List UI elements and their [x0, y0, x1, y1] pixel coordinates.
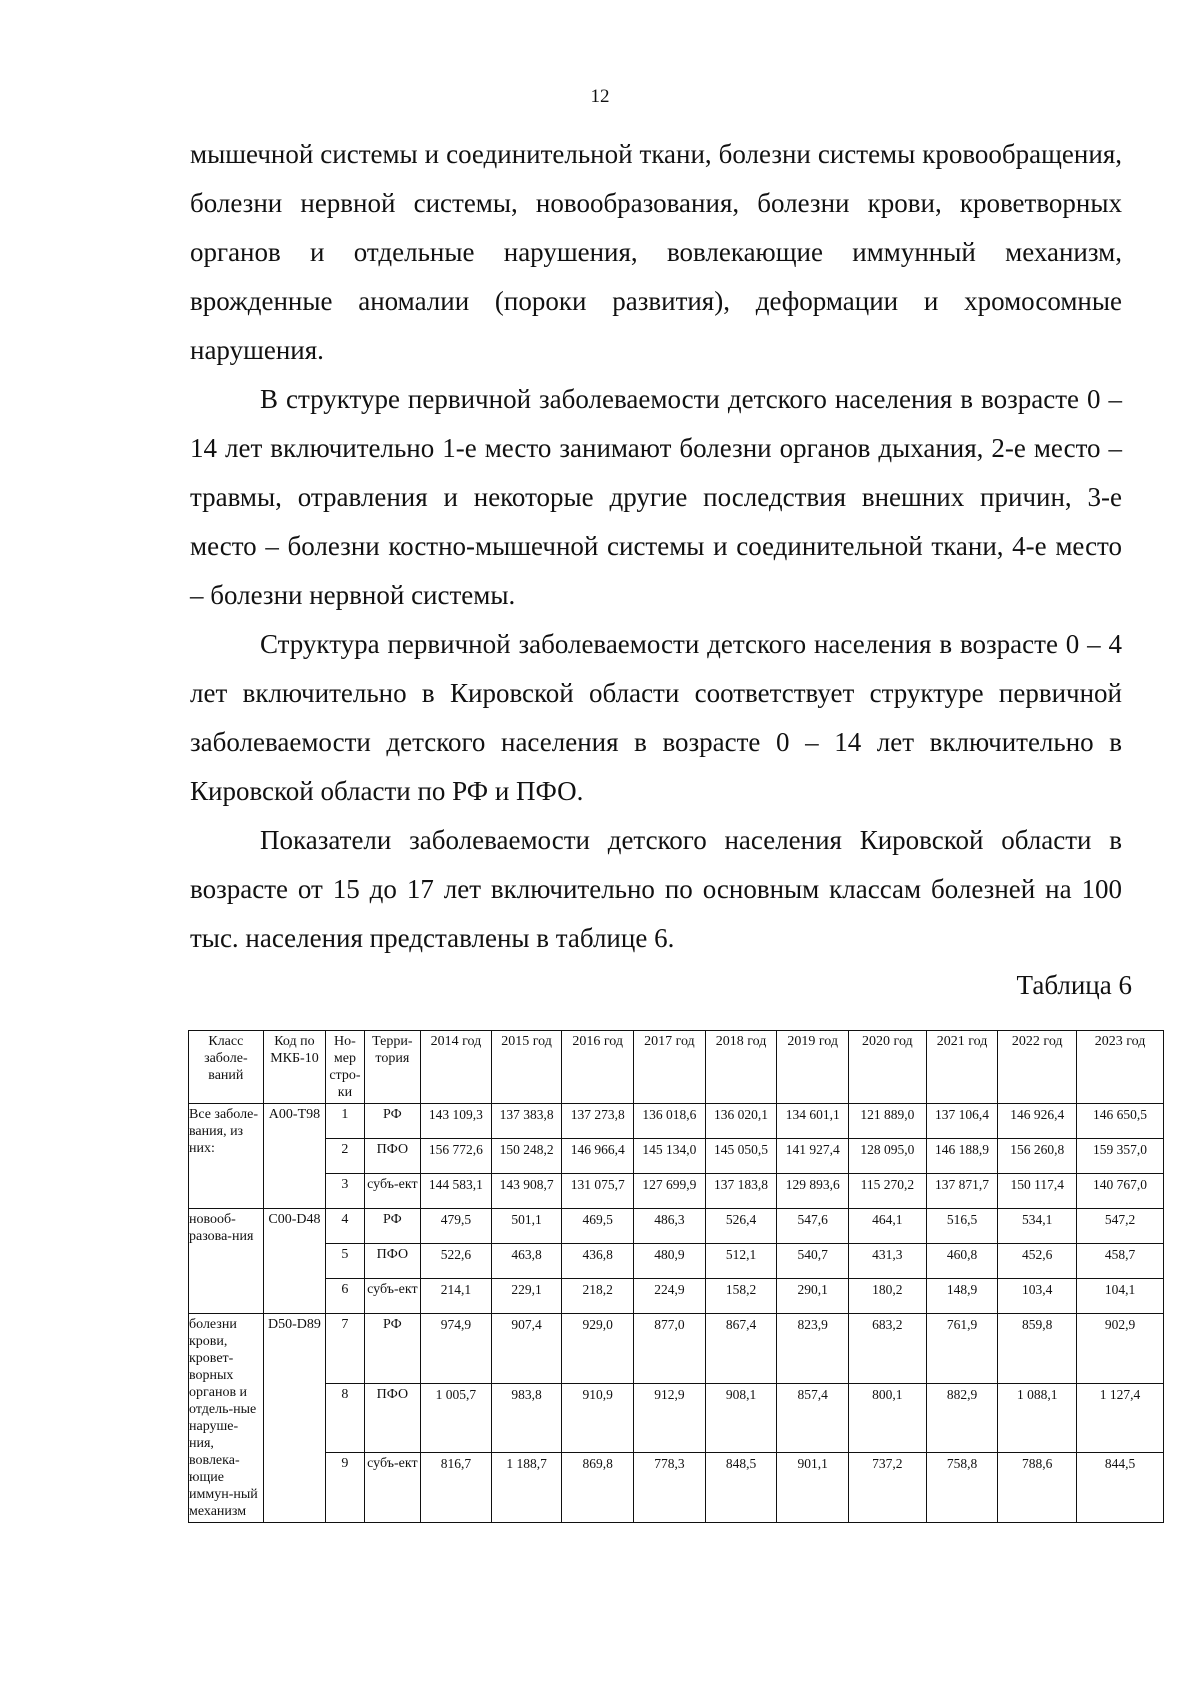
icd-code-cell: A00-T98	[263, 1104, 326, 1209]
value-cell: 480,9	[634, 1244, 706, 1279]
value-cell: 902,9	[1077, 1314, 1164, 1384]
value-cell: 140 767,0	[1077, 1174, 1164, 1209]
value-cell: 983,8	[491, 1383, 562, 1453]
value-cell: 158,2	[705, 1279, 777, 1314]
icd-code-cell: C00-D48	[263, 1209, 326, 1314]
value-cell: 104,1	[1077, 1279, 1164, 1314]
table-row	[189, 1209, 1164, 1244]
table-row	[189, 1139, 1164, 1174]
value-cell: 156 772,6	[421, 1139, 492, 1174]
table-row	[189, 1279, 1164, 1314]
value-cell: 150 248,2	[491, 1139, 562, 1174]
value-cell: 290,1	[777, 1279, 849, 1314]
icd-code-cell: D50-D89	[263, 1314, 326, 1523]
value-cell: 436,8	[562, 1244, 634, 1279]
row-number-cell: 2	[326, 1139, 364, 1174]
value-cell: 144 583,1	[421, 1174, 492, 1209]
value-cell: 882,9	[926, 1383, 998, 1453]
value-cell: 912,9	[634, 1383, 706, 1453]
value-cell: 121 889,0	[849, 1104, 927, 1139]
row-number-cell: 8	[326, 1383, 364, 1453]
value-cell: 907,4	[491, 1314, 562, 1384]
value-cell: 1 127,4	[1077, 1383, 1164, 1453]
value-cell: 737,2	[849, 1453, 927, 1523]
value-cell: 800,1	[849, 1383, 927, 1453]
value-cell: 159 357,0	[1077, 1139, 1164, 1174]
value-cell: 1 005,7	[421, 1383, 492, 1453]
row-number-cell: 7	[326, 1314, 364, 1384]
row-number-cell: 4	[326, 1209, 364, 1244]
value-cell: 146 650,5	[1077, 1104, 1164, 1139]
value-cell: 464,1	[849, 1209, 927, 1244]
value-cell: 974,9	[421, 1314, 492, 1384]
territory-cell: субъ-ект	[364, 1279, 421, 1314]
value-cell: 540,7	[777, 1244, 849, 1279]
value-cell: 452,6	[998, 1244, 1077, 1279]
territory-cell: РФ	[364, 1104, 421, 1139]
value-cell: 146 966,4	[562, 1139, 634, 1174]
value-cell: 137 273,8	[562, 1104, 634, 1139]
header-territory: Терри-тория	[364, 1031, 421, 1104]
territory-cell: ПФО	[364, 1139, 421, 1174]
value-cell: 148,9	[926, 1279, 998, 1314]
territory-cell: субъ-ект	[364, 1453, 421, 1523]
value-cell: 848,5	[705, 1453, 777, 1523]
value-cell: 758,8	[926, 1453, 998, 1523]
value-cell: 526,4	[705, 1209, 777, 1244]
value-cell: 224,9	[634, 1279, 706, 1314]
header-class: Класс заболе-ваний	[189, 1031, 264, 1104]
value-cell: 859,8	[998, 1314, 1077, 1384]
table-caption: Таблица 6	[1016, 970, 1132, 1000]
value-cell: 136 020,1	[705, 1104, 777, 1139]
value-cell: 463,8	[491, 1244, 562, 1279]
paragraph-continuation: мышечной системы и соединительной ткани, болезни системы кровообращения, болезни нервной системы, новообразования, болезни крови, кроветворных органов и отдельные нарушения, вовлекающие иммунный механизм, врожденные аномалии (пороки развития), деформации и хромосомные нарушения.	[190, 139, 1122, 365]
disease-class-cell: Все заболе-вания, из них:	[189, 1104, 264, 1209]
value-cell: 910,9	[562, 1383, 634, 1453]
value-cell: 141 927,4	[777, 1139, 849, 1174]
value-cell: 214,1	[421, 1279, 492, 1314]
header-year: 2016 год	[562, 1031, 634, 1104]
paragraph: Структура первичной заболеваемости детского населения в возрасте 0 – 4 лет включительно в Кировской области соответствует структуре первичной заболеваемости детского населения в возрасте 0 – 14 лет включительно в Кировской области по РФ и ПФО.	[190, 629, 1122, 806]
value-cell: 137 106,4	[926, 1104, 998, 1139]
header-year: 2022 год	[998, 1031, 1077, 1104]
value-cell: 137 871,7	[926, 1174, 998, 1209]
page-number: 12	[590, 86, 610, 107]
value-cell: 512,1	[705, 1244, 777, 1279]
value-cell: 458,7	[1077, 1244, 1164, 1279]
value-cell: 516,5	[926, 1209, 998, 1244]
value-cell: 143 908,7	[491, 1174, 562, 1209]
table-row	[189, 1314, 1164, 1384]
territory-cell: ПФО	[364, 1383, 421, 1453]
territory-cell: субъ-ект	[364, 1174, 421, 1209]
value-cell: 788,6	[998, 1453, 1077, 1523]
value-cell: 431,3	[849, 1244, 927, 1279]
value-cell: 129 893,6	[777, 1174, 849, 1209]
value-cell: 547,2	[1077, 1209, 1164, 1244]
header-row-number: Но-мер стро-ки	[326, 1031, 364, 1104]
value-cell: 218,2	[562, 1279, 634, 1314]
value-cell: 534,1	[998, 1209, 1077, 1244]
row-number-cell: 9	[326, 1453, 364, 1523]
value-cell: 486,3	[634, 1209, 706, 1244]
header-year: 2014 год	[421, 1031, 492, 1104]
disease-class-cell: болезни крови, кровет-ворных органов и отдель-ные наруше-ния, вовлека-ющие иммун-ный механизм	[189, 1314, 264, 1523]
header-year: 2023 год	[1077, 1031, 1164, 1104]
table-body	[189, 1104, 1164, 1523]
table-header	[189, 1031, 1164, 1104]
header-year: 2021 год	[926, 1031, 998, 1104]
value-cell: 131 075,7	[562, 1174, 634, 1209]
table-row	[189, 1244, 1164, 1279]
value-cell: 816,7	[421, 1453, 492, 1523]
territory-cell: ПФО	[364, 1244, 421, 1279]
value-cell: 229,1	[491, 1279, 562, 1314]
row-number-cell: 6	[326, 1279, 364, 1314]
value-cell: 1 088,1	[998, 1383, 1077, 1453]
value-cell: 137 183,8	[705, 1174, 777, 1209]
value-cell: 901,1	[777, 1453, 849, 1523]
value-cell: 877,0	[634, 1314, 706, 1384]
value-cell: 103,4	[998, 1279, 1077, 1314]
territory-cell: РФ	[364, 1209, 421, 1244]
value-cell: 479,5	[421, 1209, 492, 1244]
table-row	[189, 1104, 1164, 1139]
value-cell: 867,4	[705, 1314, 777, 1384]
value-cell: 145 050,5	[705, 1139, 777, 1174]
value-cell: 115 270,2	[849, 1174, 927, 1209]
value-cell: 145 134,0	[634, 1139, 706, 1174]
header-year: 2020 год	[849, 1031, 927, 1104]
table-row	[189, 1383, 1164, 1453]
value-cell: 869,8	[562, 1453, 634, 1523]
value-cell: 136 018,6	[634, 1104, 706, 1139]
value-cell: 137 383,8	[491, 1104, 562, 1139]
value-cell: 929,0	[562, 1314, 634, 1384]
value-cell: 180,2	[849, 1279, 927, 1314]
value-cell: 908,1	[705, 1383, 777, 1453]
row-number-cell: 5	[326, 1244, 364, 1279]
disease-class-cell: новооб-разова-ния	[189, 1209, 264, 1314]
header-year: 2017 год	[634, 1031, 706, 1104]
value-cell: 501,1	[491, 1209, 562, 1244]
value-cell: 844,5	[1077, 1453, 1164, 1523]
territory-cell: РФ	[364, 1314, 421, 1384]
table-row	[189, 1174, 1164, 1209]
value-cell: 128 095,0	[849, 1139, 927, 1174]
value-cell: 1 188,7	[491, 1453, 562, 1523]
value-cell: 143 109,3	[421, 1104, 492, 1139]
value-cell: 127 699,9	[634, 1174, 706, 1209]
value-cell: 146 188,9	[926, 1139, 998, 1174]
value-cell: 522,6	[421, 1244, 492, 1279]
value-cell: 547,6	[777, 1209, 849, 1244]
morbidity-table	[188, 1030, 1164, 1523]
value-cell: 857,4	[777, 1383, 849, 1453]
row-number-cell: 1	[326, 1104, 364, 1139]
header-year: 2019 год	[777, 1031, 849, 1104]
value-cell: 150 117,4	[998, 1174, 1077, 1209]
value-cell: 469,5	[562, 1209, 634, 1244]
value-cell: 823,9	[777, 1314, 849, 1384]
row-number-cell: 3	[326, 1174, 364, 1209]
body-text	[190, 130, 1122, 963]
value-cell: 683,2	[849, 1314, 927, 1384]
value-cell: 156 260,8	[998, 1139, 1077, 1174]
paragraph: Показатели заболеваемости детского населения Кировской области в возрасте от 15 до 17 лет включительно по основным классам болезней на 100 тыс. населения представлены в таблице 6.	[190, 825, 1122, 953]
value-cell: 778,3	[634, 1453, 706, 1523]
value-cell: 460,8	[926, 1244, 998, 1279]
header-code: Код по МКБ-10	[263, 1031, 326, 1104]
header-year: 2018 год	[705, 1031, 777, 1104]
value-cell: 146 926,4	[998, 1104, 1077, 1139]
value-cell: 761,9	[926, 1314, 998, 1384]
table-row	[189, 1453, 1164, 1523]
header-year: 2015 год	[491, 1031, 562, 1104]
paragraph: В структуре первичной заболеваемости детского населения в возрасте 0 – 14 лет включительно 1-е место занимают болезни органов дыхания, 2-е место – травмы, отравления и некоторые другие последствия внешних причин, 3-е место – болезни костно-мышечной системы и соединительной ткани, 4-е место – болезни нервной системы.	[190, 384, 1122, 610]
value-cell: 134 601,1	[777, 1104, 849, 1139]
